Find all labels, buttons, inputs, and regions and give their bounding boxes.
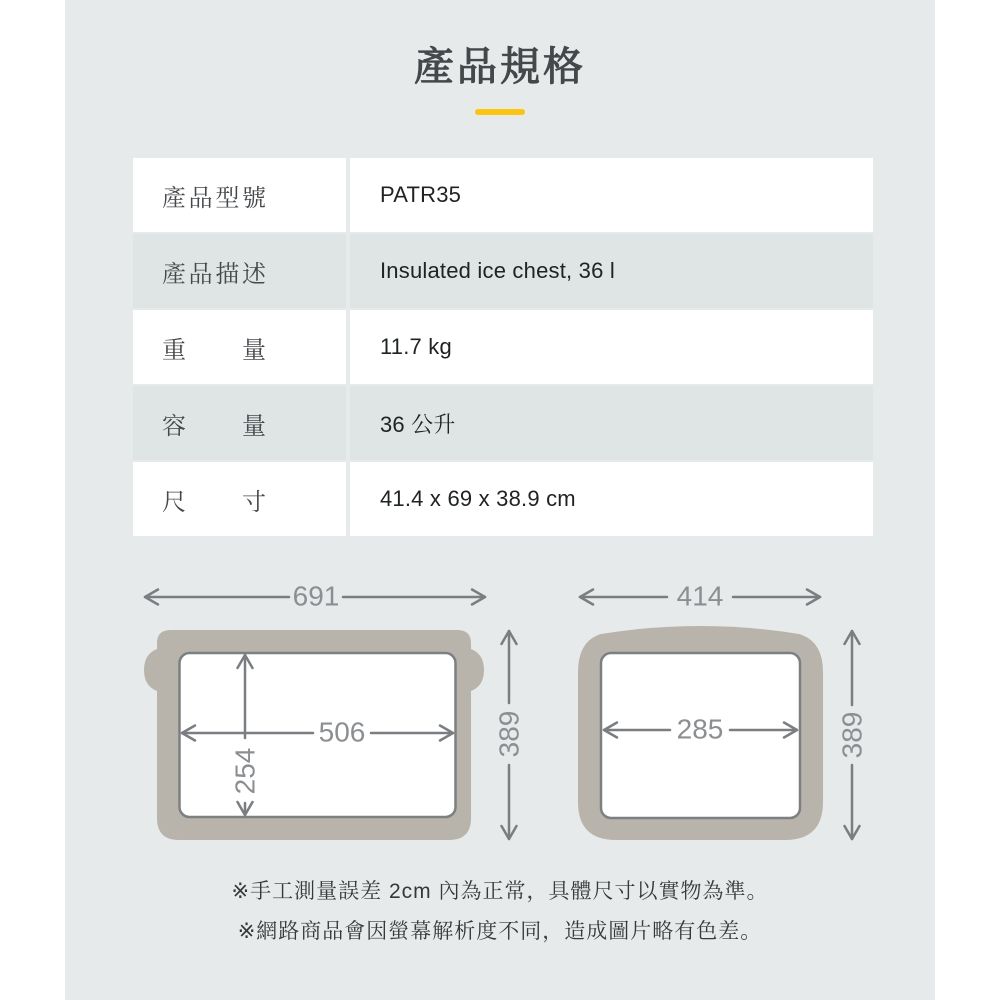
spec-label-cell — [133, 462, 346, 536]
content-panel — [65, 0, 935, 1000]
spec-label: 產品型號 — [162, 184, 266, 212]
spec-row-description — [133, 234, 873, 308]
spec-row-model — [133, 158, 873, 232]
front-view-diagram — [144, 581, 525, 841]
spec-label: 重 量 — [162, 336, 266, 364]
spec-table — [133, 158, 873, 538]
dim-inner-width-front: 506 — [318, 716, 366, 748]
dim-outer-width-side: 414 — [676, 580, 724, 612]
spec-value-cell — [350, 310, 873, 384]
page-title: 產品規格 — [414, 45, 586, 89]
spec-value-cell — [350, 234, 873, 308]
spec-label-cell — [133, 234, 346, 308]
spec-label: 尺 寸 — [162, 488, 266, 516]
spec-label-cell — [133, 386, 346, 460]
dim-outer-height-front: 389 — [493, 710, 525, 758]
spec-label-cell — [133, 158, 346, 232]
spec-value: 11.7 kg — [380, 334, 452, 359]
footnote-measurement: ※手工測量誤差 2cm 內為正常，具體尺寸以實物為準。 — [231, 880, 769, 903]
dimension-diagrams — [65, 575, 935, 865]
footnotes — [65, 880, 935, 960]
spec-label: 容 量 — [162, 412, 266, 440]
inner-opening-front — [180, 653, 456, 817]
title-accent-bar — [475, 109, 525, 115]
spec-value: 41.4 x 69 x 38.9 cm — [380, 486, 576, 511]
spec-row-capacity — [133, 386, 873, 460]
dim-inner-width-side: 285 — [676, 713, 724, 745]
dim-inner-height-front: 254 — [229, 747, 261, 795]
spec-value: 36 公升 — [380, 411, 456, 437]
spec-label: 產品描述 — [162, 260, 266, 288]
dim-outer-width-front: 691 — [292, 580, 340, 612]
spec-row-dimensions — [133, 462, 873, 536]
dim-outer-height-side: 389 — [836, 711, 868, 759]
spec-value-cell — [350, 386, 873, 460]
spec-value: PATR35 — [380, 182, 462, 207]
spec-label-cell — [133, 310, 346, 384]
spec-row-weight — [133, 310, 873, 384]
spec-value-cell — [350, 462, 873, 536]
spec-value: Insulated ice chest, 36 l — [380, 258, 615, 283]
side-view-diagram — [578, 581, 868, 841]
footnote-color-difference: ※網路商品會因螢幕解析度不同，造成圖片略有色差。 — [237, 920, 763, 943]
spec-value-cell — [350, 158, 873, 232]
